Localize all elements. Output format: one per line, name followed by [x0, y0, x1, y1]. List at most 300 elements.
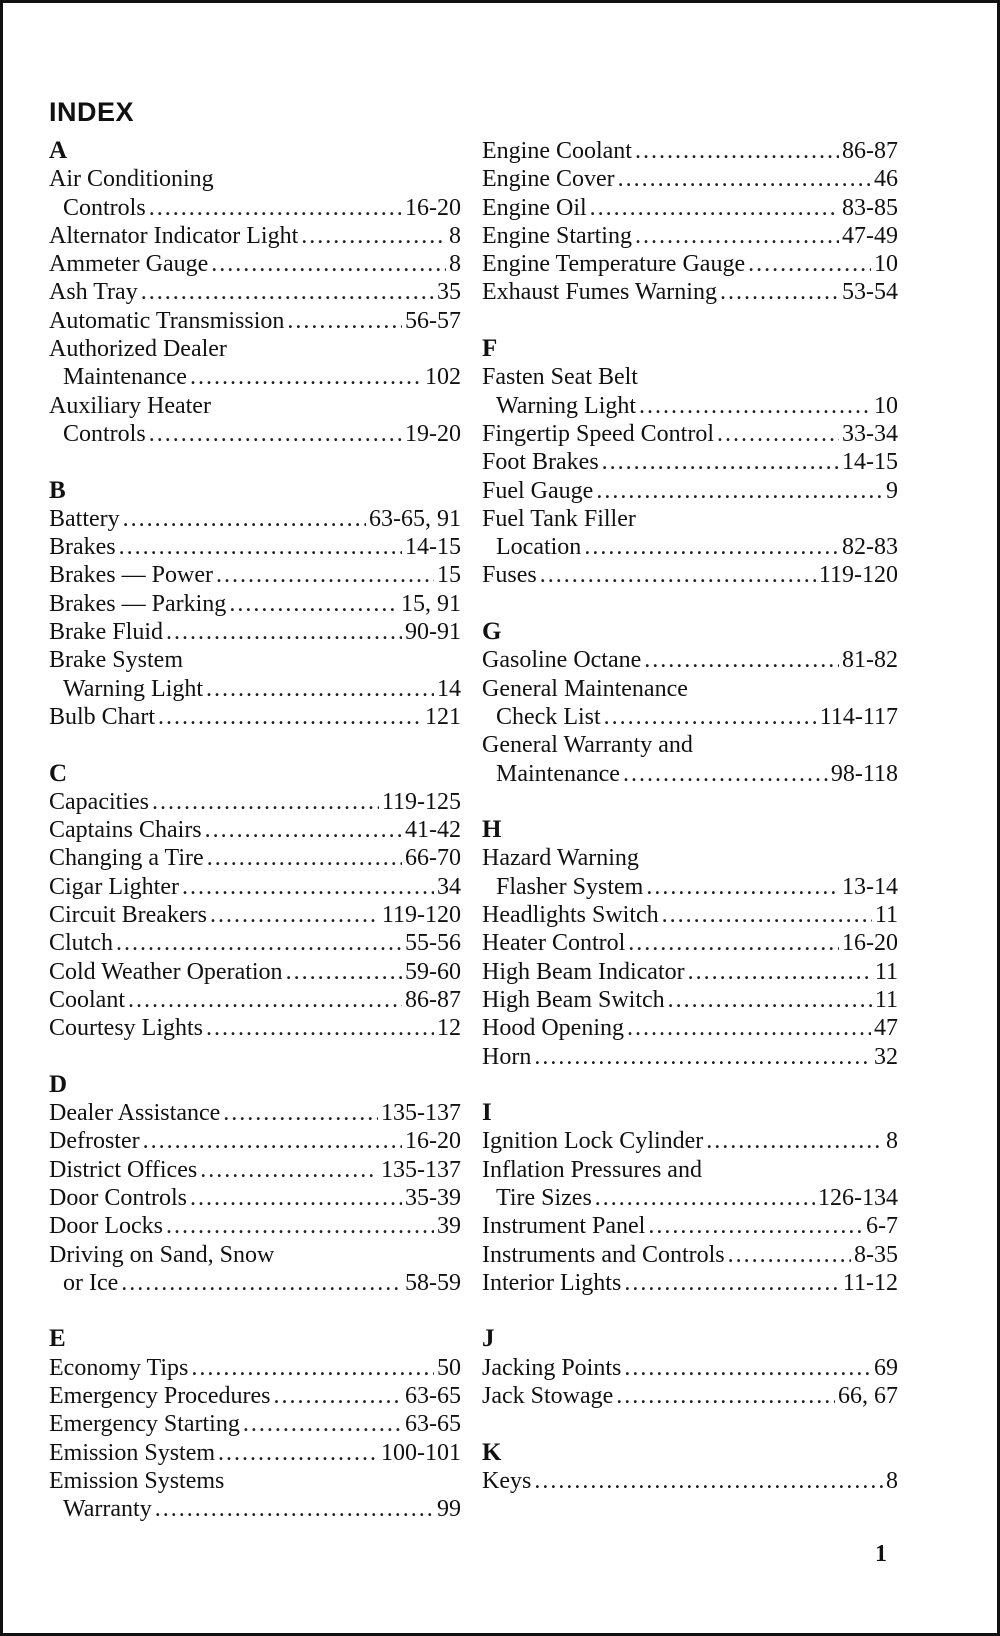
entry-page-ref: 11	[874, 986, 898, 1013]
index-entry	[49, 1354, 461, 1382]
entry-page-ref: 16-20	[405, 1128, 461, 1155]
section-gap	[49, 1297, 461, 1325]
index-section-h	[482, 816, 898, 1071]
index-entry	[49, 1269, 461, 1297]
dot-leader	[182, 873, 434, 901]
entry-term: Heater Control	[482, 930, 626, 957]
index-column-left	[49, 137, 461, 1524]
entry-page-ref: 35	[437, 279, 461, 306]
dot-leader	[635, 137, 839, 165]
index-entry	[49, 1127, 461, 1155]
entry-page-ref: 90-91	[405, 619, 461, 646]
entry-term: Warning Light	[63, 675, 204, 702]
dot-leader	[218, 1439, 378, 1467]
index-entry	[482, 1467, 898, 1495]
entry-term: Instruments and Controls	[482, 1241, 725, 1268]
index-entry	[49, 307, 461, 335]
entry-term: Door Locks	[49, 1213, 163, 1240]
index-section-i	[482, 1099, 898, 1297]
index-section-k	[482, 1439, 898, 1496]
dot-leader	[534, 1467, 883, 1495]
entry-heading: Brake System	[49, 647, 183, 674]
entry-term: Controls	[63, 420, 146, 447]
entry-heading: General Maintenance	[482, 675, 688, 702]
dot-leader	[624, 1354, 871, 1382]
entry-term: Dealer Assistance	[49, 1100, 221, 1127]
dot-leader	[143, 1127, 402, 1155]
entry-heading: Auxiliary Heater	[49, 392, 211, 419]
index-entry	[482, 278, 898, 306]
entry-page-ref: 119-120	[381, 902, 461, 929]
entry-page-ref: 86-87	[842, 138, 898, 164]
index-entry	[49, 703, 461, 731]
dot-leader	[206, 1014, 434, 1042]
page-number: 1	[875, 1541, 887, 1567]
entry-term: Emergency Procedures	[49, 1383, 271, 1410]
section-letter: K	[482, 1438, 502, 1466]
entry-term: Economy Tips	[49, 1354, 189, 1381]
entry-page-ref: 63-65	[405, 1383, 461, 1410]
entry-term: Door Controls	[49, 1184, 187, 1211]
section-letter: D	[49, 1070, 68, 1098]
dot-leader	[119, 533, 402, 561]
dot-leader	[158, 703, 422, 731]
index-entry	[482, 194, 898, 222]
entry-term: Engine Oil	[482, 194, 587, 221]
dot-leader	[720, 278, 839, 306]
dot-leader	[116, 929, 402, 957]
entry-page-ref: 47	[874, 1015, 898, 1042]
entry-term: Tire Sizes	[496, 1184, 592, 1211]
index-entry	[49, 194, 461, 222]
dot-leader	[273, 1382, 402, 1410]
index-entry	[482, 901, 898, 929]
entry-page-ref: 11	[874, 902, 898, 929]
dot-leader	[210, 901, 379, 929]
index-column-right	[482, 137, 898, 1495]
index-section-d	[49, 1071, 461, 1297]
entry-page-ref: 14-15	[405, 534, 461, 561]
index-entry	[49, 816, 461, 844]
index-entry	[49, 986, 461, 1014]
index-entry	[49, 618, 461, 646]
index-entry	[49, 278, 461, 306]
section-letter: B	[49, 476, 66, 504]
entry-page-ref: 59-60	[405, 958, 461, 985]
section-letter: A	[49, 137, 68, 164]
entry-heading: Inflation Pressures and	[482, 1156, 702, 1183]
entry-page-ref: 56-57	[405, 307, 461, 334]
entry-term: Engine Starting	[482, 222, 632, 249]
entry-page-ref: 99	[437, 1496, 461, 1523]
section-letter: C	[49, 759, 68, 787]
entry-page-ref: 6-7	[866, 1213, 898, 1240]
index-entry	[482, 392, 898, 420]
dot-leader	[646, 873, 839, 901]
section-letter: F	[482, 335, 498, 363]
index-entry	[482, 703, 898, 731]
entry-page-ref: 121	[425, 703, 461, 730]
entry-term: Flasher System	[496, 873, 644, 900]
entry-term: or Ice	[63, 1269, 119, 1296]
index-entry	[482, 1241, 898, 1269]
entry-term: Brakes — Parking	[49, 590, 227, 617]
entry-page-ref: 19-20	[405, 420, 461, 447]
entry-page-ref: 58-59	[405, 1269, 461, 1296]
entry-heading: Authorized Dealer	[49, 336, 227, 363]
entry-page-ref: 13-14	[842, 873, 898, 900]
index-entry	[482, 420, 898, 448]
entry-term: Maintenance	[496, 760, 620, 787]
index-entry	[49, 533, 461, 561]
entry-term: Warranty	[63, 1496, 152, 1523]
entry-term: Foot Brakes	[482, 449, 599, 476]
index-entry	[482, 165, 898, 193]
entry-term: Exhaust Fumes Warning	[482, 279, 717, 306]
entry-term: Check List	[496, 703, 601, 730]
entry-term: Bulb Chart	[49, 703, 155, 730]
index-entry	[482, 1269, 898, 1297]
entry-page-ref: 16-20	[405, 194, 461, 221]
entry-term: Circuit Breakers	[49, 902, 207, 929]
entry-term: Emergency Starting	[49, 1411, 240, 1438]
dot-leader	[595, 1184, 815, 1212]
dot-leader	[206, 675, 434, 703]
index-entry	[482, 986, 898, 1014]
entry-page-ref: 66-70	[405, 845, 461, 872]
dot-leader	[152, 788, 379, 816]
entry-term: Hood Opening	[482, 1015, 624, 1042]
dot-leader	[618, 165, 871, 193]
index-entry	[49, 929, 461, 957]
entry-term: Changing a Tire	[49, 845, 204, 872]
dot-leader	[166, 618, 402, 646]
section-gap	[49, 731, 461, 759]
section-gap	[482, 307, 898, 335]
entry-page-ref: 100-101	[381, 1439, 461, 1466]
dot-leader	[635, 222, 839, 250]
entry-term: Cigar Lighter	[49, 873, 179, 900]
dot-leader	[200, 1156, 378, 1184]
dot-leader	[229, 590, 398, 618]
entry-page-ref: 47-49	[842, 222, 898, 249]
entry-page-ref: 35-39	[405, 1184, 461, 1211]
dot-leader	[668, 986, 872, 1014]
entry-page-ref: 135-137	[381, 1156, 461, 1183]
dot-leader	[123, 505, 366, 533]
dot-leader	[121, 1269, 402, 1297]
index-section-c	[49, 760, 461, 1043]
section-letter: J	[482, 1325, 495, 1353]
entry-heading: Driving on Sand, Snow	[49, 1241, 275, 1268]
dot-leader	[211, 250, 446, 278]
entry-heading: General Warranty and	[482, 732, 693, 759]
entry-term: Clutch	[49, 930, 113, 957]
entry-page-ref: 55-56	[405, 930, 461, 957]
dot-leader	[149, 194, 402, 222]
entry-page-ref: 50	[437, 1354, 461, 1381]
entry-page-ref: 82-83	[842, 534, 898, 561]
dot-leader	[639, 392, 871, 420]
entry-term: Engine Coolant	[482, 138, 632, 164]
entry-page-ref: 66, 67	[838, 1383, 898, 1410]
index-entry	[482, 1354, 898, 1382]
section-letter: I	[482, 1099, 492, 1127]
index-entry	[482, 137, 898, 165]
dot-leader	[191, 1354, 434, 1382]
entry-page-ref: 15, 91	[401, 590, 461, 617]
entry-page-ref: 53-54	[842, 279, 898, 306]
index-entry	[49, 363, 461, 391]
dot-leader	[627, 1014, 871, 1042]
index-entry	[49, 1184, 461, 1212]
entry-page-ref: 119-120	[818, 562, 898, 589]
dot-leader	[706, 1127, 883, 1155]
index-entry	[482, 477, 898, 505]
entry-page-ref: 8	[449, 222, 461, 249]
entry-term: Coolant	[49, 986, 125, 1013]
entry-term: Instrument Panel	[482, 1213, 646, 1240]
index-entry	[482, 1043, 898, 1071]
entry-page-ref: 83-85	[842, 194, 898, 221]
dot-leader	[190, 363, 422, 391]
dot-leader	[628, 929, 839, 957]
entry-term: Gasoline Octane	[482, 647, 642, 674]
dot-leader	[207, 844, 402, 872]
entry-page-ref: 98-118	[830, 760, 898, 787]
entry-page-ref: 10	[874, 392, 898, 419]
entry-term: Jack Stowage	[482, 1383, 614, 1410]
entry-term: Ignition Lock Cylinder	[482, 1128, 704, 1155]
entry-page-ref: 102	[425, 364, 461, 391]
section-gap	[49, 448, 461, 476]
entry-heading: Fuel Tank Filler	[482, 505, 636, 532]
entry-page-ref: 16-20	[842, 930, 898, 957]
entry-term: Defroster	[49, 1128, 140, 1155]
index-section-j	[482, 1325, 898, 1410]
index-section-b	[49, 477, 461, 732]
entry-page-ref: 86-87	[405, 986, 461, 1013]
index-entry	[482, 1184, 898, 1212]
entry-term: Brake Fluid	[49, 619, 163, 646]
index-entry	[49, 1439, 461, 1467]
index-entry	[49, 1014, 461, 1042]
entry-term: Brakes	[49, 534, 116, 561]
entry-term: Courtesy Lights	[49, 1015, 203, 1042]
index-entry	[49, 873, 461, 901]
entry-term: High Beam Indicator	[482, 958, 685, 985]
entry-page-ref: 14-15	[842, 449, 898, 476]
dot-leader	[141, 278, 434, 306]
entry-term: Maintenance	[63, 364, 187, 391]
entry-page-ref: 10	[874, 251, 898, 278]
dot-leader	[223, 1099, 378, 1127]
entry-page-ref: 8-35	[854, 1241, 898, 1268]
entry-page-ref: 11-12	[842, 1269, 898, 1296]
entry-term: Emission System	[49, 1439, 216, 1466]
entry-term: Cold Weather Operation	[49, 958, 283, 985]
entry-heading: Air Conditioning	[49, 166, 214, 193]
index-entry	[49, 561, 461, 589]
index-section-a	[49, 137, 461, 448]
index-entry	[49, 675, 461, 703]
dot-leader	[584, 533, 839, 561]
entry-page-ref: 8	[449, 251, 461, 278]
dot-leader	[287, 307, 402, 335]
dot-leader	[602, 448, 839, 476]
index-entry	[49, 1495, 461, 1523]
section-gap	[49, 1043, 461, 1071]
dot-leader	[624, 1269, 840, 1297]
entry-term: Fuses	[482, 562, 537, 589]
index-entry	[482, 222, 898, 250]
entry-page-ref: 9	[886, 477, 898, 504]
entry-page-ref: 135-137	[381, 1100, 461, 1127]
entry-term: Headlights Switch	[482, 902, 659, 929]
dot-leader	[604, 703, 817, 731]
entry-term: District Offices	[49, 1156, 198, 1183]
entry-page-ref: 33-34	[842, 420, 898, 447]
dot-leader	[596, 477, 883, 505]
entry-term: Captains Chairs	[49, 817, 202, 844]
index-entry	[49, 420, 461, 448]
dot-leader	[190, 1184, 402, 1212]
entry-page-ref: 69	[874, 1354, 898, 1381]
index-entry	[482, 1382, 898, 1410]
dot-leader	[688, 958, 872, 986]
index-entry	[482, 533, 898, 561]
dot-leader	[748, 250, 871, 278]
section-gap	[482, 1410, 898, 1438]
index-entry	[49, 505, 461, 533]
entry-page-ref: 14	[437, 675, 461, 702]
entry-term: Interior Lights	[482, 1269, 622, 1296]
entry-term: Capacities	[49, 788, 149, 815]
page-title: INDEX	[49, 97, 135, 127]
index-entry	[482, 1212, 898, 1240]
dot-leader	[243, 1410, 402, 1438]
index-entry	[49, 590, 461, 618]
dot-leader	[155, 1495, 434, 1523]
section-letter: E	[49, 1325, 66, 1353]
section-gap	[482, 590, 898, 618]
index-entry	[49, 250, 461, 278]
entry-page-ref: 8	[886, 1467, 898, 1494]
index-entry	[49, 1410, 461, 1438]
entry-page-ref: 32	[874, 1043, 898, 1070]
index-section-e	[49, 1325, 461, 1523]
index-entry	[49, 901, 461, 929]
index-entry	[49, 222, 461, 250]
dot-leader	[590, 194, 839, 222]
index-entry	[482, 873, 898, 901]
entry-page-ref: 12	[437, 1015, 461, 1042]
entry-page-ref: 114-117	[819, 703, 898, 730]
index-entry	[49, 958, 461, 986]
dot-leader	[166, 1212, 434, 1240]
dot-leader	[616, 1382, 835, 1410]
entry-page-ref: 15	[437, 562, 461, 589]
dot-leader	[728, 1241, 851, 1269]
dot-leader	[216, 561, 434, 589]
entry-page-ref: 63-65	[405, 1411, 461, 1438]
index-entry	[482, 646, 898, 674]
entry-page-ref: 8	[886, 1128, 898, 1155]
entry-term: Controls	[63, 194, 146, 221]
entry-term: Ash Tray	[49, 279, 138, 306]
dot-leader	[205, 816, 402, 844]
entry-page-ref: 11	[874, 958, 898, 985]
dot-leader	[149, 420, 402, 448]
entry-term: Engine Cover	[482, 166, 615, 193]
section-letter: H	[482, 816, 502, 844]
dot-leader	[540, 561, 816, 589]
dot-leader	[662, 901, 872, 929]
index-entry	[482, 1014, 898, 1042]
index-entry	[482, 760, 898, 788]
entry-term: Horn	[482, 1043, 532, 1070]
entry-term: Engine Temperature Gauge	[482, 251, 746, 278]
entry-term: Jacking Points	[482, 1354, 622, 1381]
index-entry	[482, 448, 898, 476]
entry-term: Alternator Indicator Light	[49, 222, 299, 249]
section-gap	[482, 1297, 898, 1325]
index-entry	[49, 1212, 461, 1240]
dot-leader	[623, 760, 828, 788]
section-gap	[482, 788, 898, 816]
entry-page-ref: 34	[437, 873, 461, 900]
section-gap	[482, 1071, 898, 1099]
entry-page-ref: 39	[437, 1213, 461, 1240]
index-entry	[49, 1099, 461, 1127]
entry-heading: Emission Systems	[49, 1467, 225, 1494]
entry-term: Location	[496, 534, 582, 561]
entry-term: Keys	[482, 1467, 532, 1494]
index-entry	[482, 1127, 898, 1155]
entry-term: Automatic Transmission	[49, 307, 285, 334]
entry-term: Warning Light	[496, 392, 637, 419]
entry-page-ref: 46	[874, 166, 898, 193]
dot-leader	[534, 1043, 871, 1071]
dot-leader	[286, 958, 402, 986]
dot-leader	[648, 1212, 863, 1240]
dot-leader	[644, 646, 839, 674]
index-section-continued	[482, 137, 898, 307]
index-entry	[482, 250, 898, 278]
index-entry	[49, 1382, 461, 1410]
index-section-f	[482, 335, 898, 590]
entry-term: High Beam Switch	[482, 986, 665, 1013]
dot-leader	[717, 420, 839, 448]
index-section-g	[482, 618, 898, 788]
dot-leader	[301, 222, 446, 250]
entry-heading: Hazard Warning	[482, 845, 639, 872]
index-entry	[49, 844, 461, 872]
index-entry	[49, 788, 461, 816]
entry-page-ref: 41-42	[405, 817, 461, 844]
index-entry	[49, 1156, 461, 1184]
index-entry	[482, 929, 898, 957]
section-letter: G	[482, 618, 502, 646]
entry-page-ref: 126-134	[818, 1184, 898, 1211]
entry-term: Ammeter Gauge	[49, 251, 209, 278]
entry-term: Fingertip Speed Control	[482, 420, 714, 447]
entry-page-ref: 81-82	[842, 647, 898, 674]
entry-term: Battery	[49, 505, 120, 532]
dot-leader	[128, 986, 402, 1014]
entry-page-ref: 63-65, 91	[369, 505, 461, 532]
entry-page-ref: 119-125	[381, 788, 461, 815]
